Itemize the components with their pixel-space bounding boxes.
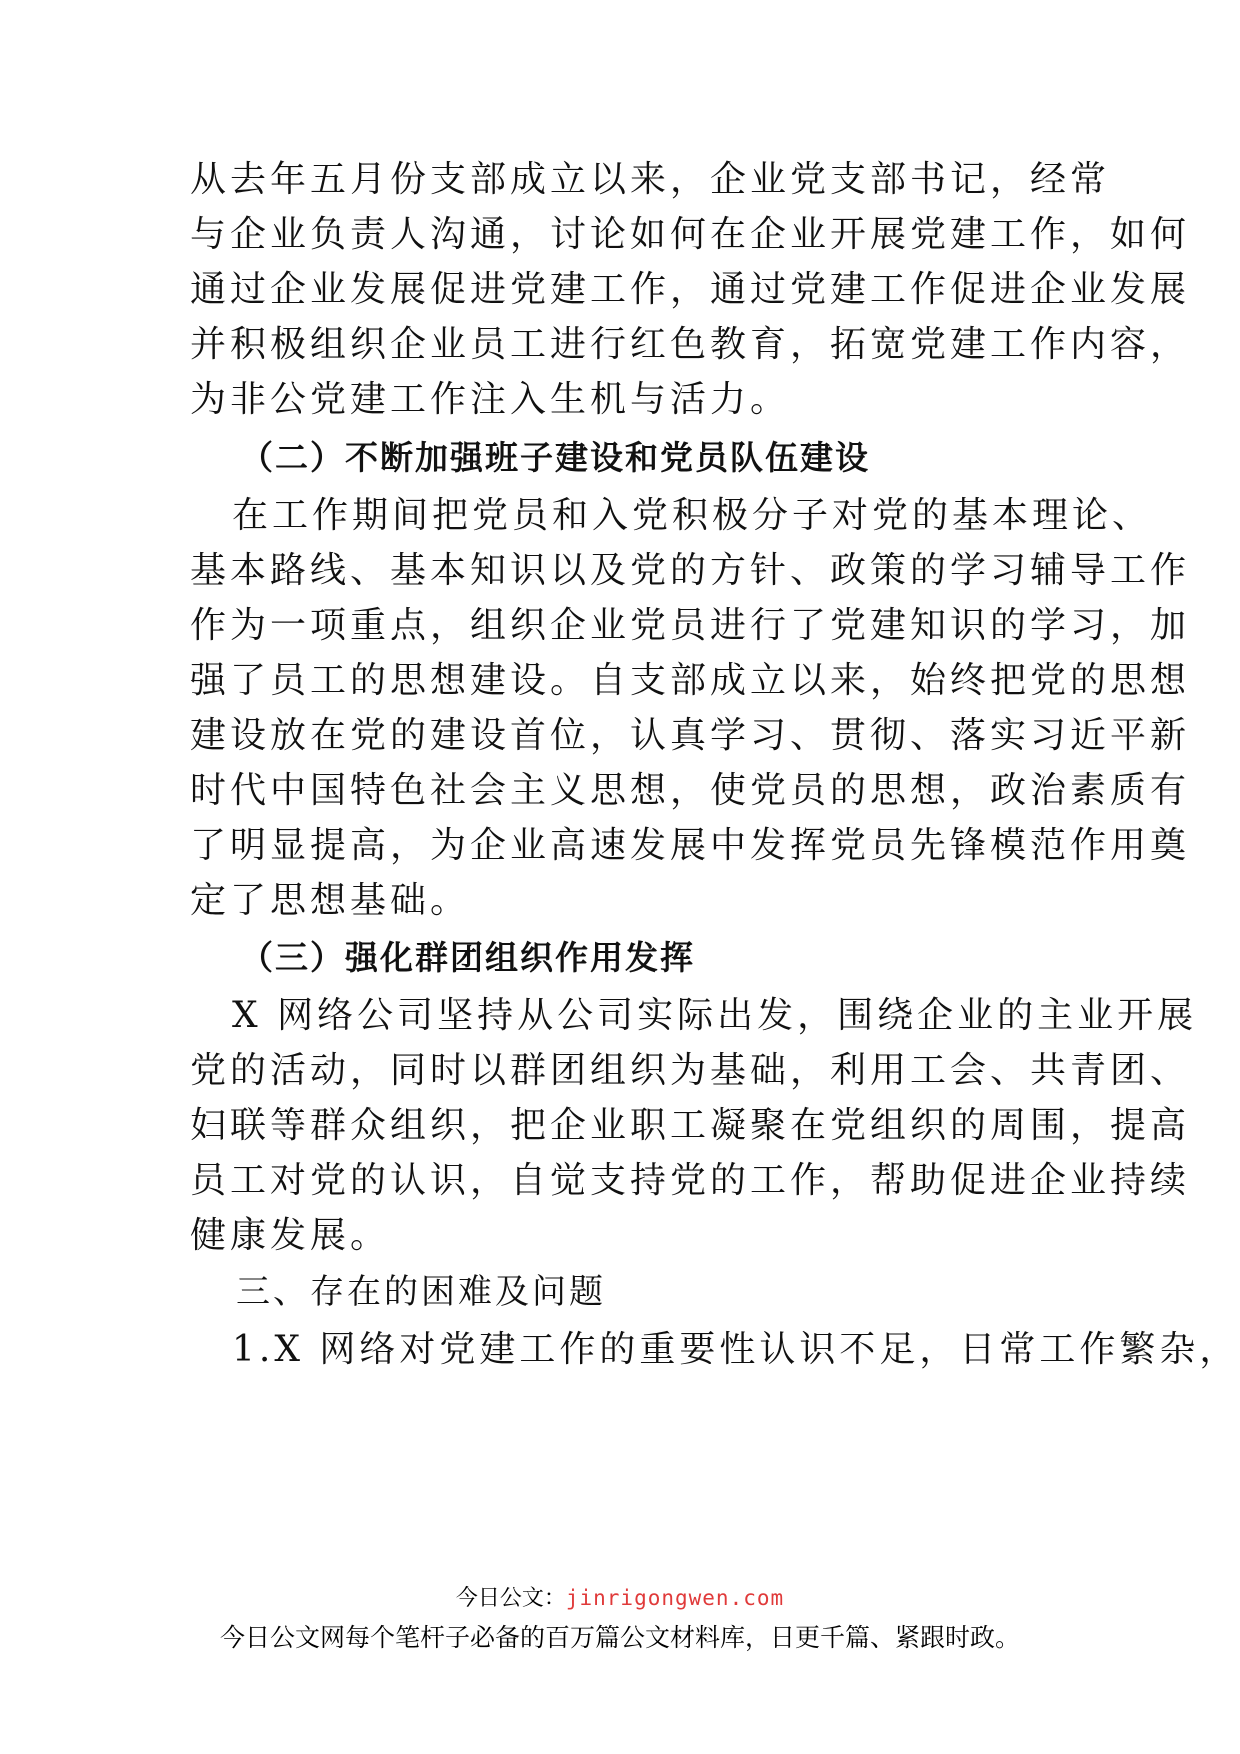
paragraph-2-line-7: 了明显提高，为企业高速发展中发挥党员先锋模范作用奠 (190, 825, 1191, 866)
paragraph-1-line-5: 为非公党建工作注入生机与活力。 (190, 379, 791, 420)
paragraph-2-line-6: 时代中国特色社会主义思想，使党员的思想，政治素质有 (190, 770, 1191, 811)
footer-site-line (0, 1583, 1240, 1614)
paragraph-1-line-4: 并积极组织企业员工进行红色教育，拓宽党建工作内容， (190, 324, 1191, 365)
paragraph-3-line-1: X 网络公司坚持从公司实际出发，围绕企业的主业开展 (232, 995, 1198, 1036)
paragraph-1-line-3: 通过企业发展促进党建工作，通过党建工作促进企业发展 (190, 269, 1191, 310)
paragraph-1-line-1: 从去年五月份支部成立以来，企业党支部书记，经常 (190, 159, 1111, 200)
paragraph-3-line-3: 妇联等群众组织，把企业职工凝聚在党组织的周围，提高 (190, 1105, 1191, 1146)
paragraph-2-line-2: 基本路线、基本知识以及党的方针、政策的学习辅导工作 (190, 550, 1191, 591)
subheading-2: （二）不断加强班子建设和党员队伍建设 (240, 438, 870, 477)
paragraph-2-line-1: 在工作期间把党员和入党积极分子对党的基本理论、 (232, 495, 1153, 536)
footer-site-label: 今日公文： (455, 1586, 566, 1611)
paragraph-4-line-1: 1.X 网络对党建工作的重要性认识不足，日常工作繁杂， (232, 1329, 1240, 1370)
footer-site-url[interactable]: jinrigongwen.com (565, 1586, 785, 1610)
paragraph-3-line-2: 党的活动，同时以群团组织为基础，利用工会、共青团、 (190, 1050, 1191, 1091)
section-3-title: 三、存在的困难及问题 (236, 1272, 606, 1312)
paragraph-2-line-8: 定了思想基础。 (190, 880, 471, 921)
paragraph-3-line-4: 员工对党的认识，自觉支持党的工作，帮助促进企业持续 (190, 1160, 1191, 1201)
subheading-3: （三）强化群团组织作用发挥 (240, 938, 695, 977)
paragraph-1-line-2: 与企业负责人沟通，讨论如何在企业开展党建工作，如何 (190, 214, 1191, 255)
paragraph-2-line-5: 建设放在党的建设首位，认真学习、贯彻、落实习近平新 (190, 715, 1191, 756)
paragraph-3-line-5: 健康发展。 (190, 1215, 391, 1256)
paragraph-2-line-3: 作为一项重点，组织企业党员进行了党建知识的学习，加 (190, 605, 1191, 646)
paragraph-2-line-4: 强了员工的思想建设。自支部成立以来，始终把党的思想 (190, 660, 1191, 701)
footer-tagline: 今日公文网每个笔杆子必备的百万篇公文材料库，日更千篇、紧跟时政。 (219, 1623, 1020, 1652)
